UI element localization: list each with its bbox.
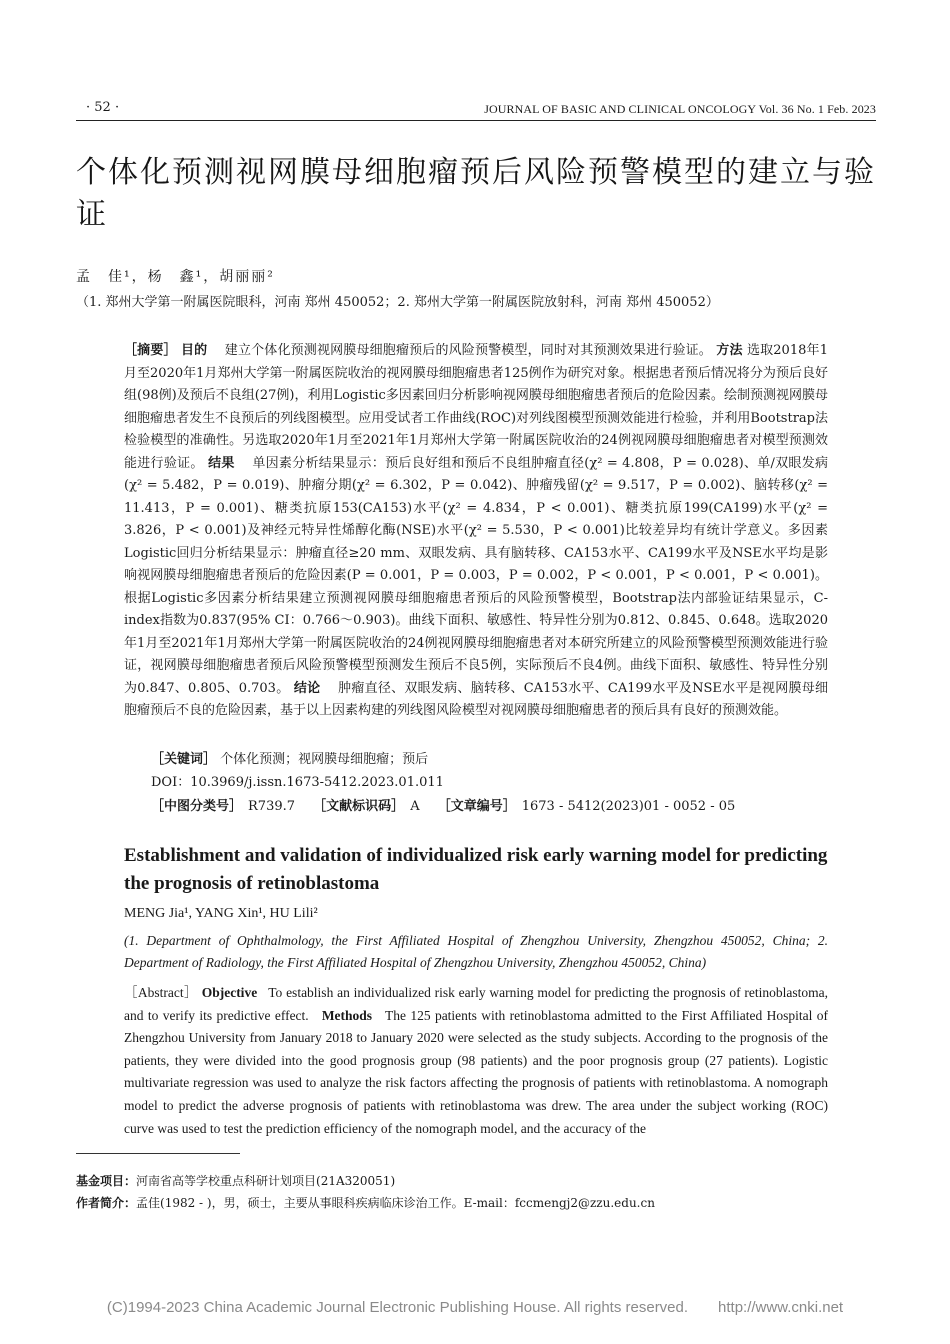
title-chinese: 个体化预测视网膜母细胞瘤预后风险预警模型的建立与验证: [76, 155, 876, 232]
conclusion-cn-label: 结论: [293, 680, 321, 696]
keywords-label: ［关键词］: [151, 752, 217, 767]
author-bio-label: 作者简介：: [76, 1196, 137, 1210]
objective-en-label: Objective: [201, 985, 258, 1000]
page-number: · 52 ·: [86, 100, 120, 115]
cnki-watermark: (C)1994-2023 China Academic Journal Electronic Publishing House. All rights reserved. http://www.cnki.net: [106, 1299, 844, 1316]
article-number-label: ［文章编号］: [437, 799, 516, 814]
affiliation-chinese: （1. 郑州大学第一附属医院眼科，河南 郑州 450052；2. 郑州大学第一附属医院放射科，河南 郑州 450052）: [76, 295, 719, 310]
abstract-chinese: [124, 340, 828, 723]
methods-cn-label: 方法: [716, 343, 743, 358]
running-head: [76, 100, 876, 120]
classification-line: [151, 795, 851, 814]
abstract-en-label: ［Abstract］: [124, 985, 198, 1000]
methods-en-label: Methods: [321, 1007, 373, 1023]
clc-value: R739.7: [248, 799, 296, 814]
authors-english: MENG Jia¹, YANG Xin¹, HU Lili²: [124, 906, 318, 921]
footnote-rule: [76, 1153, 240, 1154]
conclusion-cn-text: 肿瘤直径、双眼发病、脑转移、CA153水平、CA199水平及NSE水平是视网膜母细胞瘤预后不良的危险因素，基于以上因素构建的列线图风险模型对视网膜母细胞瘤患者的预后具有良好的预测效能。: [124, 680, 828, 718]
methods-en-text: The 125 patients with retinoblastoma admitted to the First Affiliated Hospital of Zhengzhou University from January 2018 to January 2020 were selected as the study subjects. According to the prognosis of the patients, they were divided into the good prognosis group (98 patients) and the poor prognosis group (27 patients). Logistic multivariate regression was used to analyze the risk factors affecting the prognosis of patients with retinoblastoma. A nomograph model to predict the adverse prognosis of patients with retinoblastoma was drew. The area under the subject working (ROC) curve was used to test the prediction efficiency of the nomograph model, and the accuracy of the: [124, 1007, 828, 1136]
doc-code-label: ［文献标识码］: [313, 799, 405, 814]
affiliation-english: (1. Department of Ophthalmology, the First Affiliated Hospital of Zhengzhou University, Zhengzhou 450052, China; 2. Department of Radiology, the First Affiliated Hospital of Zhengzhou University, Zhengzhou 450052, China): [124, 933, 828, 970]
funding-footnote: [76, 1172, 395, 1189]
doi-line: DOI：10.3969/j.issn.1673-5412.2023.01.011: [151, 775, 444, 790]
funding-label: 基金项目：: [76, 1174, 137, 1188]
title-english: Establishment and validation of individualized risk early warning model for predicting the prognosis of retinoblastoma: [124, 845, 828, 894]
author-bio-footnote: [76, 1194, 655, 1211]
results-cn-label: 结果: [208, 455, 235, 471]
abstract-english: [124, 982, 828, 1140]
article-number-value: 1673 - 5412(2023)01 - 0052 - 05: [521, 799, 736, 814]
author-bio-text: 孟佳(1982 - )，男，硕士，主要从事眼科疾病临床诊治工作。E-mail：fccmengj2@zzu.edu.cn: [136, 1196, 655, 1210]
clc-label: ［中图分类号］: [151, 799, 243, 814]
header-rule: [76, 120, 876, 121]
abstract-cn-label: ［摘要］: [124, 343, 177, 358]
results-cn-text: 单因素分析结果显示：预后良好组和预后不良组肿瘤直径(χ² = 4.808，P = 0.028)、单/双眼发病(χ² = 5.482，P = 0.019)、肿瘤分期(χ² = 6.302，P = 0.042)、肿瘤残留(χ² = 9.517，P = 0.002)、脑转移(χ² = 11.413，P = 0.001)、糖类抗原153(CA153)水平(χ² = 4.834，P < 0.001)、糖类抗原199(CA199)水平(χ² = 3.826，P < 0.001)及神经元特异性烯醇化酶(NSE)水平(χ² = 5.530，P < 0.001)比较差异均有统计学意义。多因素Logistic回归分析结果显示：肿瘤直径≥20 mm、双眼发病、具有脑转移、CA153水平、CA199水平及NSE水平均是影响视网膜母细胞瘤患者预后的危险因素(P = 0.001，P = 0.003，P = 0.002，P < 0.001，P < 0.001，P < 0.001)。根据Logistic多因素分析结果建立预测视网膜母细胞瘤患者预后的风险预警模型，Bootstrap法内部验证结果显示，C-index指数为0.837(95% CI：0.766～0.903)。曲线下面积、敏感性、特异性分别为0.812、0.845、0.648。选取2020年1月至2021年1月郑州大学第一附属医院收治的24例视网膜母细胞瘤患者对本研究所建立的风险预警模型预测效能进行验证，视网膜母细胞瘤患者预后风险预警模型预测发生预后不良5例，实际预后不良4例。曲线下面积、敏感性、特异性分别为0.847、0.805、0.703。: [124, 455, 828, 696]
doc-code-value: A: [410, 799, 420, 814]
objective-en-text: To establish an individualized risk early warning model for predicting the prognosis of retinoblastoma, and to verify its predictive effect.: [124, 985, 829, 1023]
objective-cn-text: 建立个体化预测视网膜母细胞瘤预后的风险预警模型，同时对其预测效果进行验证。: [224, 343, 712, 358]
objective-cn-label: 目的: [180, 343, 208, 358]
keywords-value: 个体化预测；视网膜母细胞瘤；预后: [220, 752, 429, 767]
methods-cn-text: 选取2018年1月至2020年1月郑州大学第一附属医院收治的视网膜母细胞瘤患者125例作为研究对象。根据患者预后情况将分为预后良好组(98例)及预后不良组(27例)，利用Logistic多因素回归分析影响视网膜母细胞瘤患者预后的危险因素。绘制预测视网膜母细胞瘤患者发生不良预后的列线图模型。应用受试者工作曲线(ROC)对列线图模型预测效能进行检验，并利用Bootstrap法检验模型的准确性。另选取2020年1月至2021年1月郑州大学第一附属医院收治的24例视网膜母细胞瘤患者对模型预测效能进行验证。: [124, 343, 828, 471]
keywords-line: [151, 748, 428, 767]
funding-text: 河南省高等学校重点科研计划项目(21A320051): [136, 1174, 396, 1188]
journal-citation: JOURNAL OF BASIC AND CLINICAL ONCOLOGY Vol. 36 No. 1 Feb. 2023: [484, 102, 876, 116]
authors-chinese: 孟 佳¹，杨 鑫¹，胡丽丽²: [76, 269, 275, 285]
